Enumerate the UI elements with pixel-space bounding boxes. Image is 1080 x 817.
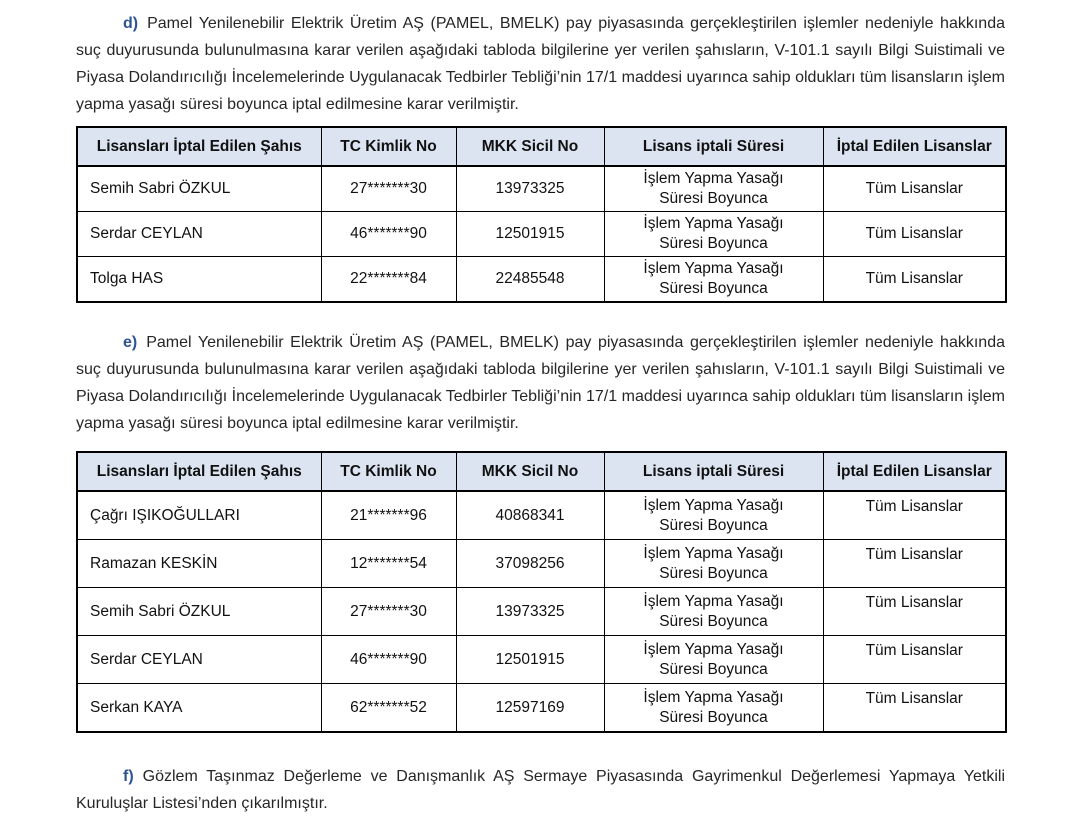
cancelled-licenses-cell: Tüm Lisanslar	[823, 212, 1006, 257]
mkk-sicil-cell: 37098256	[456, 540, 604, 588]
header-cancelled-licenses: İptal Edilen Lisanslar	[823, 452, 1006, 491]
mkk-sicil-cell: 12501915	[456, 636, 604, 684]
table-row	[77, 212, 1006, 257]
header-mkk-sicil: MKK Sicil No	[456, 127, 604, 166]
table-row	[77, 540, 1006, 588]
mkk-sicil-cell: 22485548	[456, 257, 604, 303]
header-person: Lisansları İptal Edilen Şahıs	[77, 452, 321, 491]
table-row	[77, 684, 1006, 733]
paragraph-f	[76, 763, 1005, 817]
person-name-cell: Ramazan KESKİN	[77, 540, 321, 588]
mkk-sicil-cell: 12597169	[456, 684, 604, 733]
header-cancel-duration: Lisans iptali Süresi	[604, 452, 823, 491]
tc-kimlik-cell: 62*******52	[321, 684, 456, 733]
cancelled-licenses-cell: Tüm Lisanslar	[823, 540, 1006, 588]
header-cancel-duration: Lisans iptali Süresi	[604, 127, 823, 166]
table-row	[77, 636, 1006, 684]
paragraph-e	[76, 329, 1005, 437]
tc-kimlik-cell: 27*******30	[321, 588, 456, 636]
cancel-duration-text: İşlem Yapma Yasağı Süresi Boyunca	[643, 544, 784, 582]
header-tc-kimlik: TC Kimlik No	[321, 127, 456, 166]
table-header-row	[77, 127, 1006, 166]
cancel-duration-cell	[604, 166, 823, 212]
person-name-cell: Serkan KAYA	[77, 684, 321, 733]
table-row	[77, 166, 1006, 212]
cancel-duration-cell	[604, 540, 823, 588]
person-name-cell: Semih Sabri ÖZKUL	[77, 588, 321, 636]
cancelled-licenses-cell: Tüm Lisanslar	[823, 684, 1006, 733]
paragraph-d	[76, 10, 1005, 118]
header-tc-kimlik: TC Kimlik No	[321, 452, 456, 491]
cancelled-licenses-cell: Tüm Lisanslar	[823, 636, 1006, 684]
tc-kimlik-cell: 46*******90	[321, 212, 456, 257]
tc-kimlik-cell: 27*******30	[321, 166, 456, 212]
tc-kimlik-cell: 22*******84	[321, 257, 456, 303]
person-name-cell: Serdar CEYLAN	[77, 636, 321, 684]
tc-kimlik-cell: 21*******96	[321, 491, 456, 540]
cancel-duration-text: İşlem Yapma Yasağı Süresi Boyunca	[643, 688, 784, 726]
table-row	[77, 491, 1006, 540]
cancel-duration-text: İşlem Yapma Yasağı Süresi Boyunca	[643, 215, 784, 252]
mkk-sicil-cell: 12501915	[456, 212, 604, 257]
paragraph-f-label: f)	[123, 768, 134, 785]
tc-kimlik-cell: 12*******54	[321, 540, 456, 588]
cancel-duration-cell	[604, 588, 823, 636]
cancelled-licenses-cell: Tüm Lisanslar	[823, 166, 1006, 212]
paragraph-f-text: Gözlem Taşınmaz Değerleme ve Danışmanlık AŞ Sermaye Piyasasında Gayrimenkul Değerlemesi Yapmaya Yetkili Kuruluşlar Listesi’nden çıkarılmıştır.	[76, 768, 1005, 812]
cancel-duration-cell	[604, 212, 823, 257]
header-cancelled-licenses: İptal Edilen Lisanslar	[823, 127, 1006, 166]
cancel-duration-text: İşlem Yapma Yasağı Süresi Boyunca	[643, 260, 784, 297]
cancelled-licenses-cell: Tüm Lisanslar	[823, 491, 1006, 540]
table-header-row	[77, 452, 1006, 491]
person-name-cell: Çağrı IŞIKOĞULLARI	[77, 491, 321, 540]
cancel-duration-cell	[604, 257, 823, 303]
header-person: Lisansları İptal Edilen Şahıs	[77, 127, 321, 166]
paragraph-e-label: e)	[123, 334, 138, 351]
license-cancellation-table-2	[76, 451, 1007, 733]
paragraph-d-label: d)	[123, 15, 139, 32]
mkk-sicil-cell: 13973325	[456, 588, 604, 636]
mkk-sicil-cell: 13973325	[456, 166, 604, 212]
tc-kimlik-cell: 46*******90	[321, 636, 456, 684]
license-cancellation-table-1	[76, 126, 1007, 303]
cancel-duration-cell	[604, 491, 823, 540]
cancel-duration-cell	[604, 636, 823, 684]
header-mkk-sicil: MKK Sicil No	[456, 452, 604, 491]
cancel-duration-text: İşlem Yapma Yasağı Süresi Boyunca	[643, 496, 784, 534]
mkk-sicil-cell: 40868341	[456, 491, 604, 540]
table-row	[77, 257, 1006, 303]
cancel-duration-cell	[604, 684, 823, 733]
table-row	[77, 588, 1006, 636]
cancelled-licenses-cell: Tüm Lisanslar	[823, 257, 1006, 303]
paragraph-e-text: Pamel Yenilenebilir Elektrik Üretim AŞ (PAMEL, BMELK) pay piyasasında gerçekleştirilen işlemler nedeniyle hakkında suç duyurusunda bulunulmasına karar verilen aşağıdaki tabloda bilgilerine yer verilen şahısların, V-101.1 sayılı Bilgi Suistimali ve Piyasa Dolandırıcılığı İncelemelerinde Uygulanacak Tedbirler Tebliği’nin 17/1 maddesi uyarınca sahip oldukları tüm lisansların işlem yapma yasağı süresi boyunca iptal edilmesine karar verilmiştir.	[76, 334, 1005, 432]
cancel-duration-text: İşlem Yapma Yasağı Süresi Boyunca	[643, 170, 784, 207]
person-name-cell: Serdar CEYLAN	[77, 212, 321, 257]
person-name-cell: Semih Sabri ÖZKUL	[77, 166, 321, 212]
person-name-cell: Tolga HAS	[77, 257, 321, 303]
cancelled-licenses-cell: Tüm Lisanslar	[823, 588, 1006, 636]
cancel-duration-text: İşlem Yapma Yasağı Süresi Boyunca	[643, 640, 784, 678]
cancel-duration-text: İşlem Yapma Yasağı Süresi Boyunca	[643, 592, 784, 630]
paragraph-d-text: Pamel Yenilenebilir Elektrik Üretim AŞ (PAMEL, BMELK) pay piyasasında gerçekleştirilen işlemler nedeniyle hakkında suç duyurusunda bulunulmasına karar verilen aşağıdaki tabloda bilgilerine yer verilen şahısların, V-101.1 sayılı Bilgi Suistimali ve Piyasa Dolandırıcılığı İncelemelerinde Uygulanacak Tedbirler Tebliği’nin 17/1 maddesi uyarınca sahip oldukları tüm lisansların işlem yapma yasağı süresi boyunca iptal edilmesine karar verilmiştir.	[76, 15, 1005, 113]
